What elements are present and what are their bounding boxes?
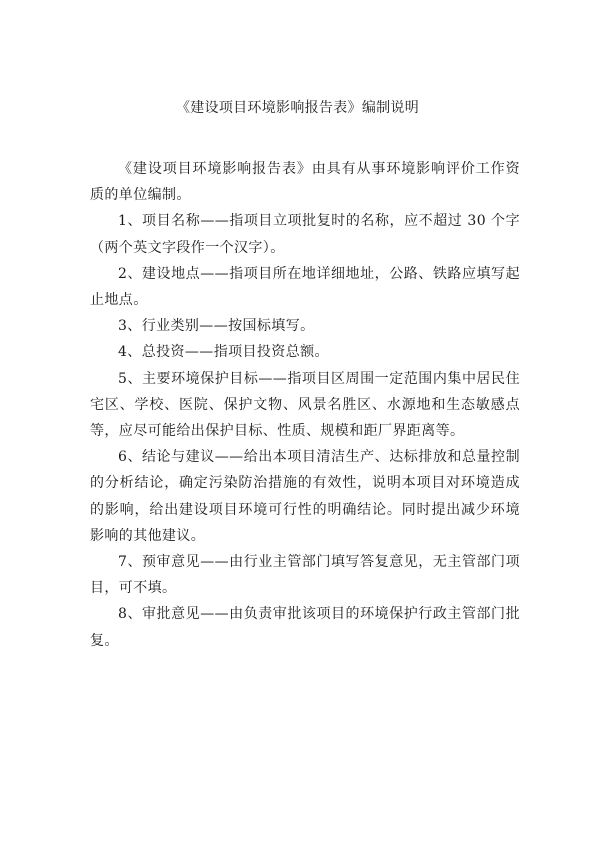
document-title: 《建设项目环境影响报告表》编制说明 [175,100,420,116]
item-pre-review: 7、预审意见——由行业主管部门填写答复意见，无主管部门项目，可不填。 [90,554,520,597]
item-total-investment: 4、总投资——指项目投资总额。 [118,344,329,361]
item-project-name: 1、项目名称——指项目立项批复时的名称，应不超过 30 个字（两个英文字段作一个汉字）。 [90,213,520,256]
document-body [90,156,520,654]
item-construction-site: 2、建设地点——指项目所在地详细地址，公路、铁路应填写起止地点。 [90,265,520,309]
item-approval: 8、审批意见——由负责审批该项目的环境保护行政主管部门批复。 [90,606,520,649]
item-conclusions: 6、结论与建议——给出本项目清洁生产、达标排放和总量控制的分析结论，确定污染防治措施的有效性，说明本项目对环境造成的影响，给出建设项目环境可行性的明确结论。同时提出减少环境影响的其他建议。 [90,449,520,544]
item-protection-targets: 5、主要环境保护目标——指项目区周围一定范围内集中居民住宅区、学校、医院、保护文物、风景名胜区、水源地和生态敏感点等，应尽可能给出保护目标、性质、规模和距厂界距离等。 [90,370,520,440]
item-industry-category: 3、行业类别——按国标填写。 [118,318,315,335]
intro-paragraph: 《建设项目环境影响报告表》由具有从事环境影响评价工作资质的单位编制。 [90,161,520,204]
